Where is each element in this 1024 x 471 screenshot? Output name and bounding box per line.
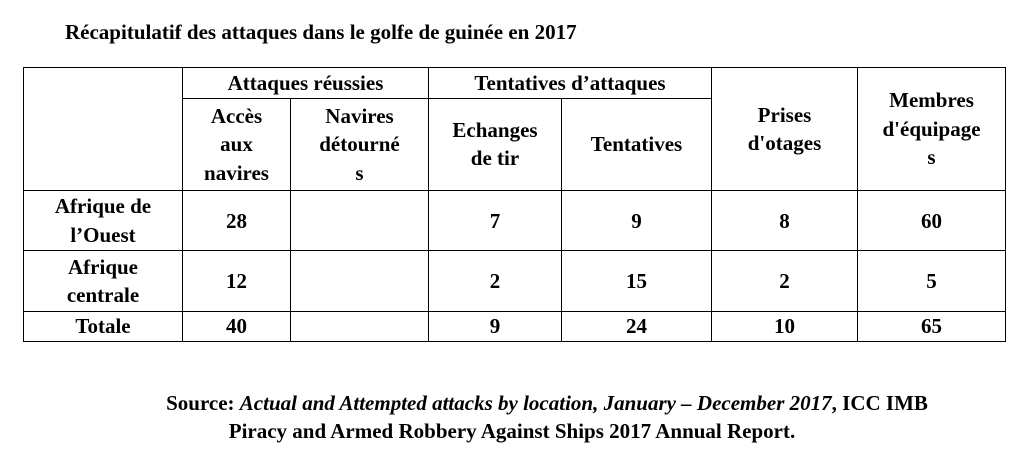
cell-equipage: 5 [858, 251, 1006, 311]
header-prises-otages-l1: Prises [757, 102, 812, 127]
header-detournes-l1: Navires [325, 103, 394, 128]
row-region-label [24, 190, 183, 250]
cell-detournes [291, 311, 429, 341]
header-echanges-l1: Echanges [452, 118, 538, 142]
header-tentatives: Tentatives [562, 98, 712, 190]
empty-corner-cell [24, 68, 183, 191]
cell-tentatives: 15 [562, 251, 712, 311]
row-region-label [24, 251, 183, 311]
header-detournes-l2: détourné [319, 132, 400, 157]
header-echanges-de-tir [429, 98, 562, 190]
source-report-title: Actual and Attempted attacks by location, January – December 2017 [239, 391, 832, 415]
cell-acces: 28 [183, 190, 291, 250]
header-acces-l1: Accès [210, 103, 263, 128]
source-line-1 [0, 390, 1024, 418]
cell-tentatives: 24 [562, 311, 712, 341]
cell-echanges: 9 [429, 311, 562, 341]
region-west-l2: l’Ouest [70, 222, 136, 247]
header-group-row [24, 68, 1006, 99]
cell-otages: 8 [712, 190, 858, 250]
cell-equipage: 65 [858, 311, 1006, 341]
header-acces-l2: aux [220, 132, 253, 157]
cell-equipage: 60 [858, 190, 1006, 250]
cell-tentatives: 9 [562, 190, 712, 250]
region-central-l1: Afrique [68, 254, 138, 279]
source-label: Source: [166, 391, 235, 415]
header-navires-detournes [291, 98, 429, 190]
header-acces-aux-navires [183, 98, 291, 190]
source-citation [0, 390, 1024, 445]
header-prises-otages [712, 68, 858, 191]
cell-detournes [291, 190, 429, 250]
header-membres-equipage-l1: Membres [889, 88, 974, 113]
header-membres-equipage [858, 68, 1006, 191]
header-prises-otages-l2: d'otages [747, 130, 822, 155]
cell-detournes [291, 251, 429, 311]
cell-acces: 40 [183, 311, 291, 341]
cell-echanges: 2 [429, 251, 562, 311]
cell-otages: 10 [712, 311, 858, 341]
header-membres-equipage-l2: d'équipage [882, 116, 981, 141]
source-line-2: Piracy and Armed Robbery Against Ships 2017 Annual Report. [228, 418, 796, 443]
page-title: Récapitulatif des attaques dans le golfe de guinée en 2017 [65, 20, 577, 44]
table-row [24, 190, 1006, 250]
source-publisher: , ICC IMB [831, 391, 928, 415]
header-echanges-l2: de tir [470, 146, 520, 171]
table-row-total [24, 311, 1006, 341]
group-header-tentatives-attaques: Tentatives d’attaques [429, 68, 712, 99]
group-header-attaques-reussies: Attaques réussies [183, 68, 429, 99]
table-row [24, 251, 1006, 311]
row-region-label: Totale [24, 311, 183, 341]
header-acces-l3: navires [204, 160, 269, 185]
header-detournes-l3: s [355, 160, 364, 185]
cell-acces: 12 [183, 251, 291, 311]
cell-otages: 2 [712, 251, 858, 311]
cell-echanges: 7 [429, 190, 562, 250]
region-central-l2: centrale [66, 283, 140, 308]
header-membres-equipage-l3: s [927, 145, 936, 170]
attacks-summary-table [23, 67, 1006, 342]
region-west-l1: Afrique de [54, 194, 152, 219]
